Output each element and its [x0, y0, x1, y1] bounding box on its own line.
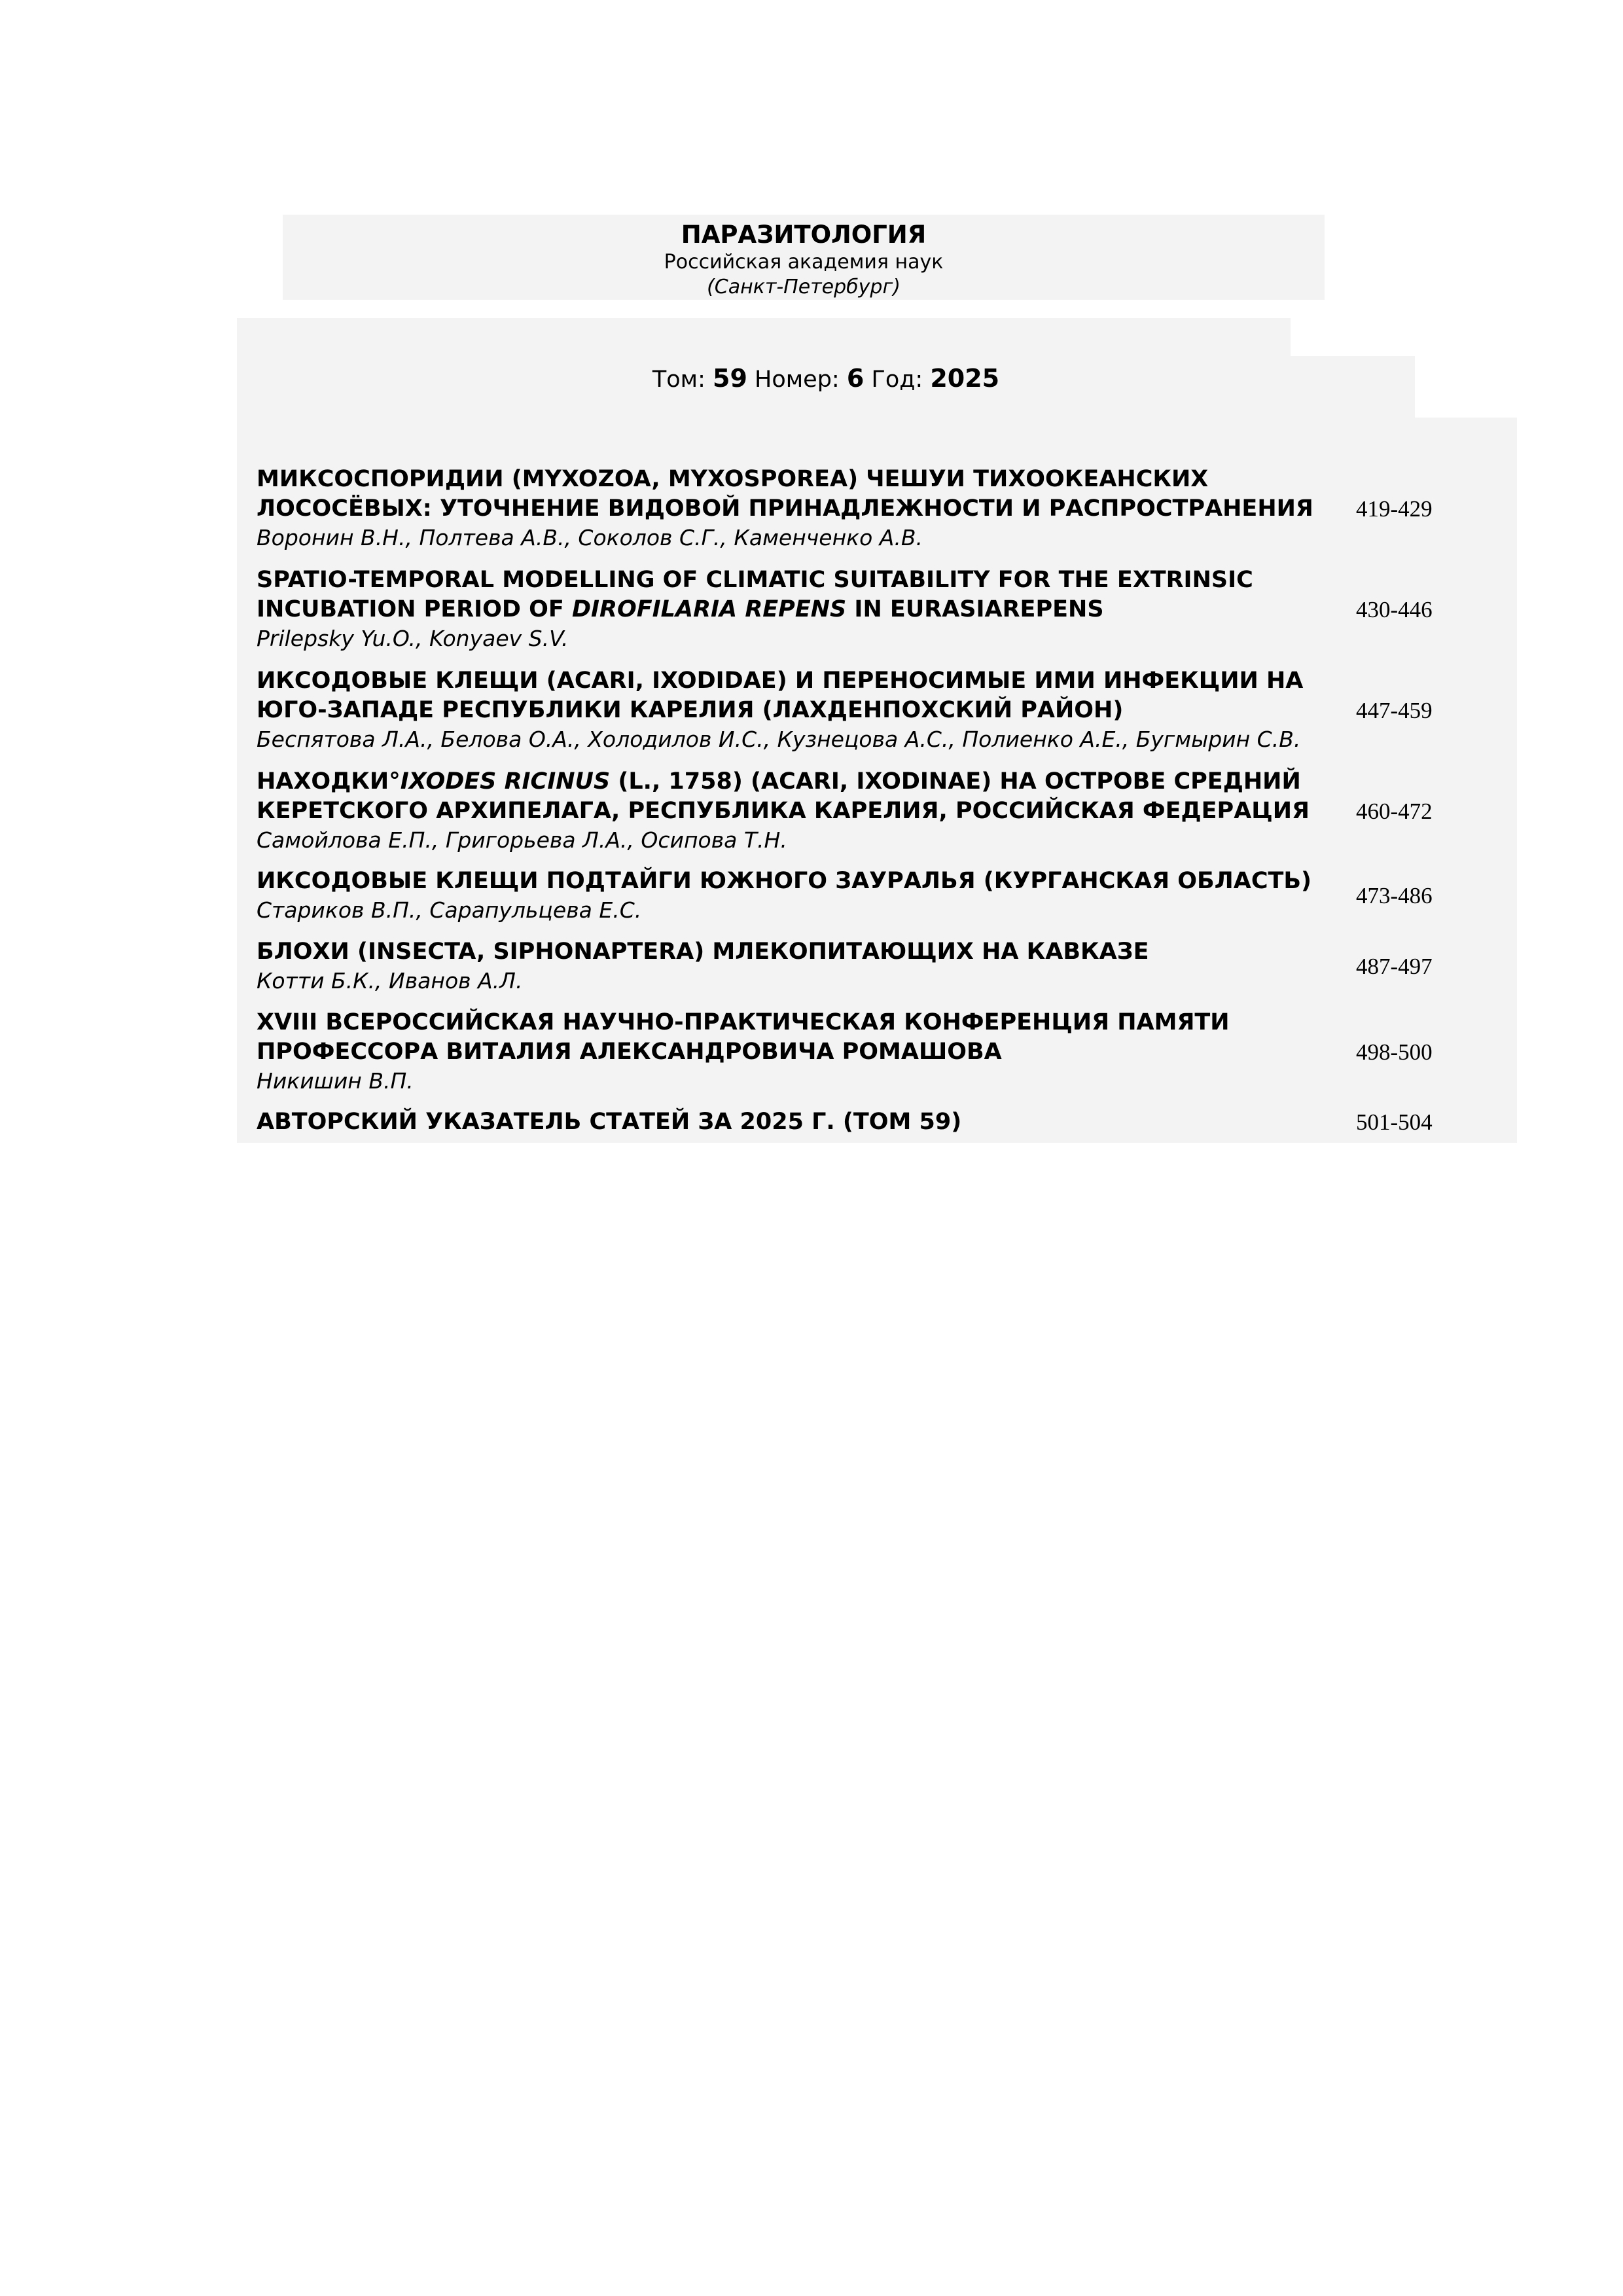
article-entry	[257, 1008, 1517, 1096]
volume-label: Том:	[652, 367, 705, 393]
article-pages: 501-504	[1356, 1109, 1433, 1135]
article-title[interactable]: БЛОХИ (INSECTA, SIPHONAPTERA) МЛЕКОПИТАЮЩИХ НА КАВКАЗЕ	[257, 939, 1149, 965]
article-pages: 447-459	[1356, 698, 1433, 723]
article-pages: 430-446	[1356, 597, 1433, 622]
article-title[interactable]: ИКСОДОВЫЕ КЛЕЩИ (ACARI, IXODIDAE) И ПЕРЕНОСИМЫЕ ИМИ ИНФЕКЦИИ НА ЮГО-ЗАПАДЕ РЕСПУБЛИКИ КАРЕЛИЯ (ЛАХДЕНПОХСКИЙ РАЙОН)	[257, 668, 1304, 723]
article-authors: Самойлова Е.П., Григорьева Л.А., Осипова Т.Н.	[257, 827, 787, 853]
article-pages: 498-500	[1356, 1039, 1433, 1065]
journal-city: (Санкт-Петербург)	[707, 276, 901, 298]
journal-publisher: Российская академия наук	[664, 251, 944, 274]
journal-header	[283, 215, 1325, 300]
article-authors: Стариков В.П., Сарапульцева Е.С.	[257, 897, 642, 923]
article-authors: Prilepsky Yu.O., Konyaev S.V.	[257, 626, 569, 651]
article-authors: Никишин В.П.	[257, 1068, 414, 1094]
article-title[interactable]: ИКСОДОВЫЕ КЛЕЩИ ПОДТАЙГИ ЮЖНОГО ЗАУРАЛЬЯ (КУРГАНСКАЯ ОБЛАСТЬ)	[257, 868, 1312, 894]
number-value: 6	[846, 364, 865, 393]
article-title[interactable]: НАХОДКИ°IXODES RICINUS (L., 1758) (ACARI, IXODINAE) НА ОСТРОВЕ СРЕДНИЙ КЕРЕТСКОГО АРХИПЕЛАГА, РЕСПУБЛИКА КАРЕЛИЯ, РОССИЙСКАЯ ФЕДЕРАЦИЯ	[257, 768, 1310, 824]
year-label: Год:	[871, 367, 923, 393]
article-pages: 473-486	[1356, 883, 1433, 908]
article-title[interactable]: МИКСОСПОРИДИИ (MYXOZOA, MYXOSPOREA) ЧЕШУИ ТИХООКЕАНСКИХ ЛОСОСЁВЫХ: УТОЧНЕНИЕ ВИДОВОЙ ПРИНАДЛЕЖНОСТИ И РАСПРОСТРАНЕНИЯ	[257, 466, 1313, 522]
article-entry	[257, 937, 1517, 996]
number-label: Номер:	[755, 367, 840, 393]
article-entry	[257, 666, 1517, 754]
article-authors: Котти Б.К., Иванов А.Л.	[257, 968, 523, 994]
year-value: 2025	[930, 364, 1000, 393]
article-pages: 419-429	[1356, 496, 1433, 522]
article-entry	[257, 1107, 1517, 1137]
article-entry	[257, 767, 1517, 855]
article-authors: Воронин В.Н., Полтева А.В., Соколов С.Г., Каменченко А.В.	[257, 525, 923, 550]
article-title[interactable]: SPATIO-TEMPORAL MODELLING OF CLIMATIC SUITABILITY FOR THE EXTRINSIC INCUBATION PERIOD OF DIROFILARIA REPENS IN EURASIAREPENS	[257, 567, 1253, 622]
journal-title: ПАРАЗИТОЛОГИЯ	[681, 221, 927, 249]
article-title[interactable]: АВТОРСКИЙ УКАЗАТЕЛЬ СТАТЕЙ ЗА 2025 Г. (ТОМ 59)	[257, 1109, 962, 1135]
article-pages: 460-472	[1356, 798, 1433, 824]
volume-value: 59	[713, 364, 747, 393]
article-entry	[257, 465, 1517, 552]
issue-info	[237, 359, 1415, 399]
article-entry	[257, 867, 1517, 925]
article-title[interactable]: XVIII ВСЕРОССИЙСКАЯ НАУЧНО-ПРАКТИЧЕСКАЯ КОНФЕРЕНЦИЯ ПАМЯТИ ПРОФЕССОРА ВИТАЛИЯ АЛЕКСАНДРОВИЧА РОМАШОВА	[257, 1009, 1230, 1065]
issue-background-top	[237, 318, 1291, 357]
article-pages: 487-497	[1356, 954, 1433, 979]
article-entry	[257, 565, 1517, 653]
article-authors: Беспятова Л.А., Белова О.А., Холодилов И.С., Кузнецова А.С., Полиенко А.Е., Бугмырин С.В.	[257, 726, 1301, 752]
